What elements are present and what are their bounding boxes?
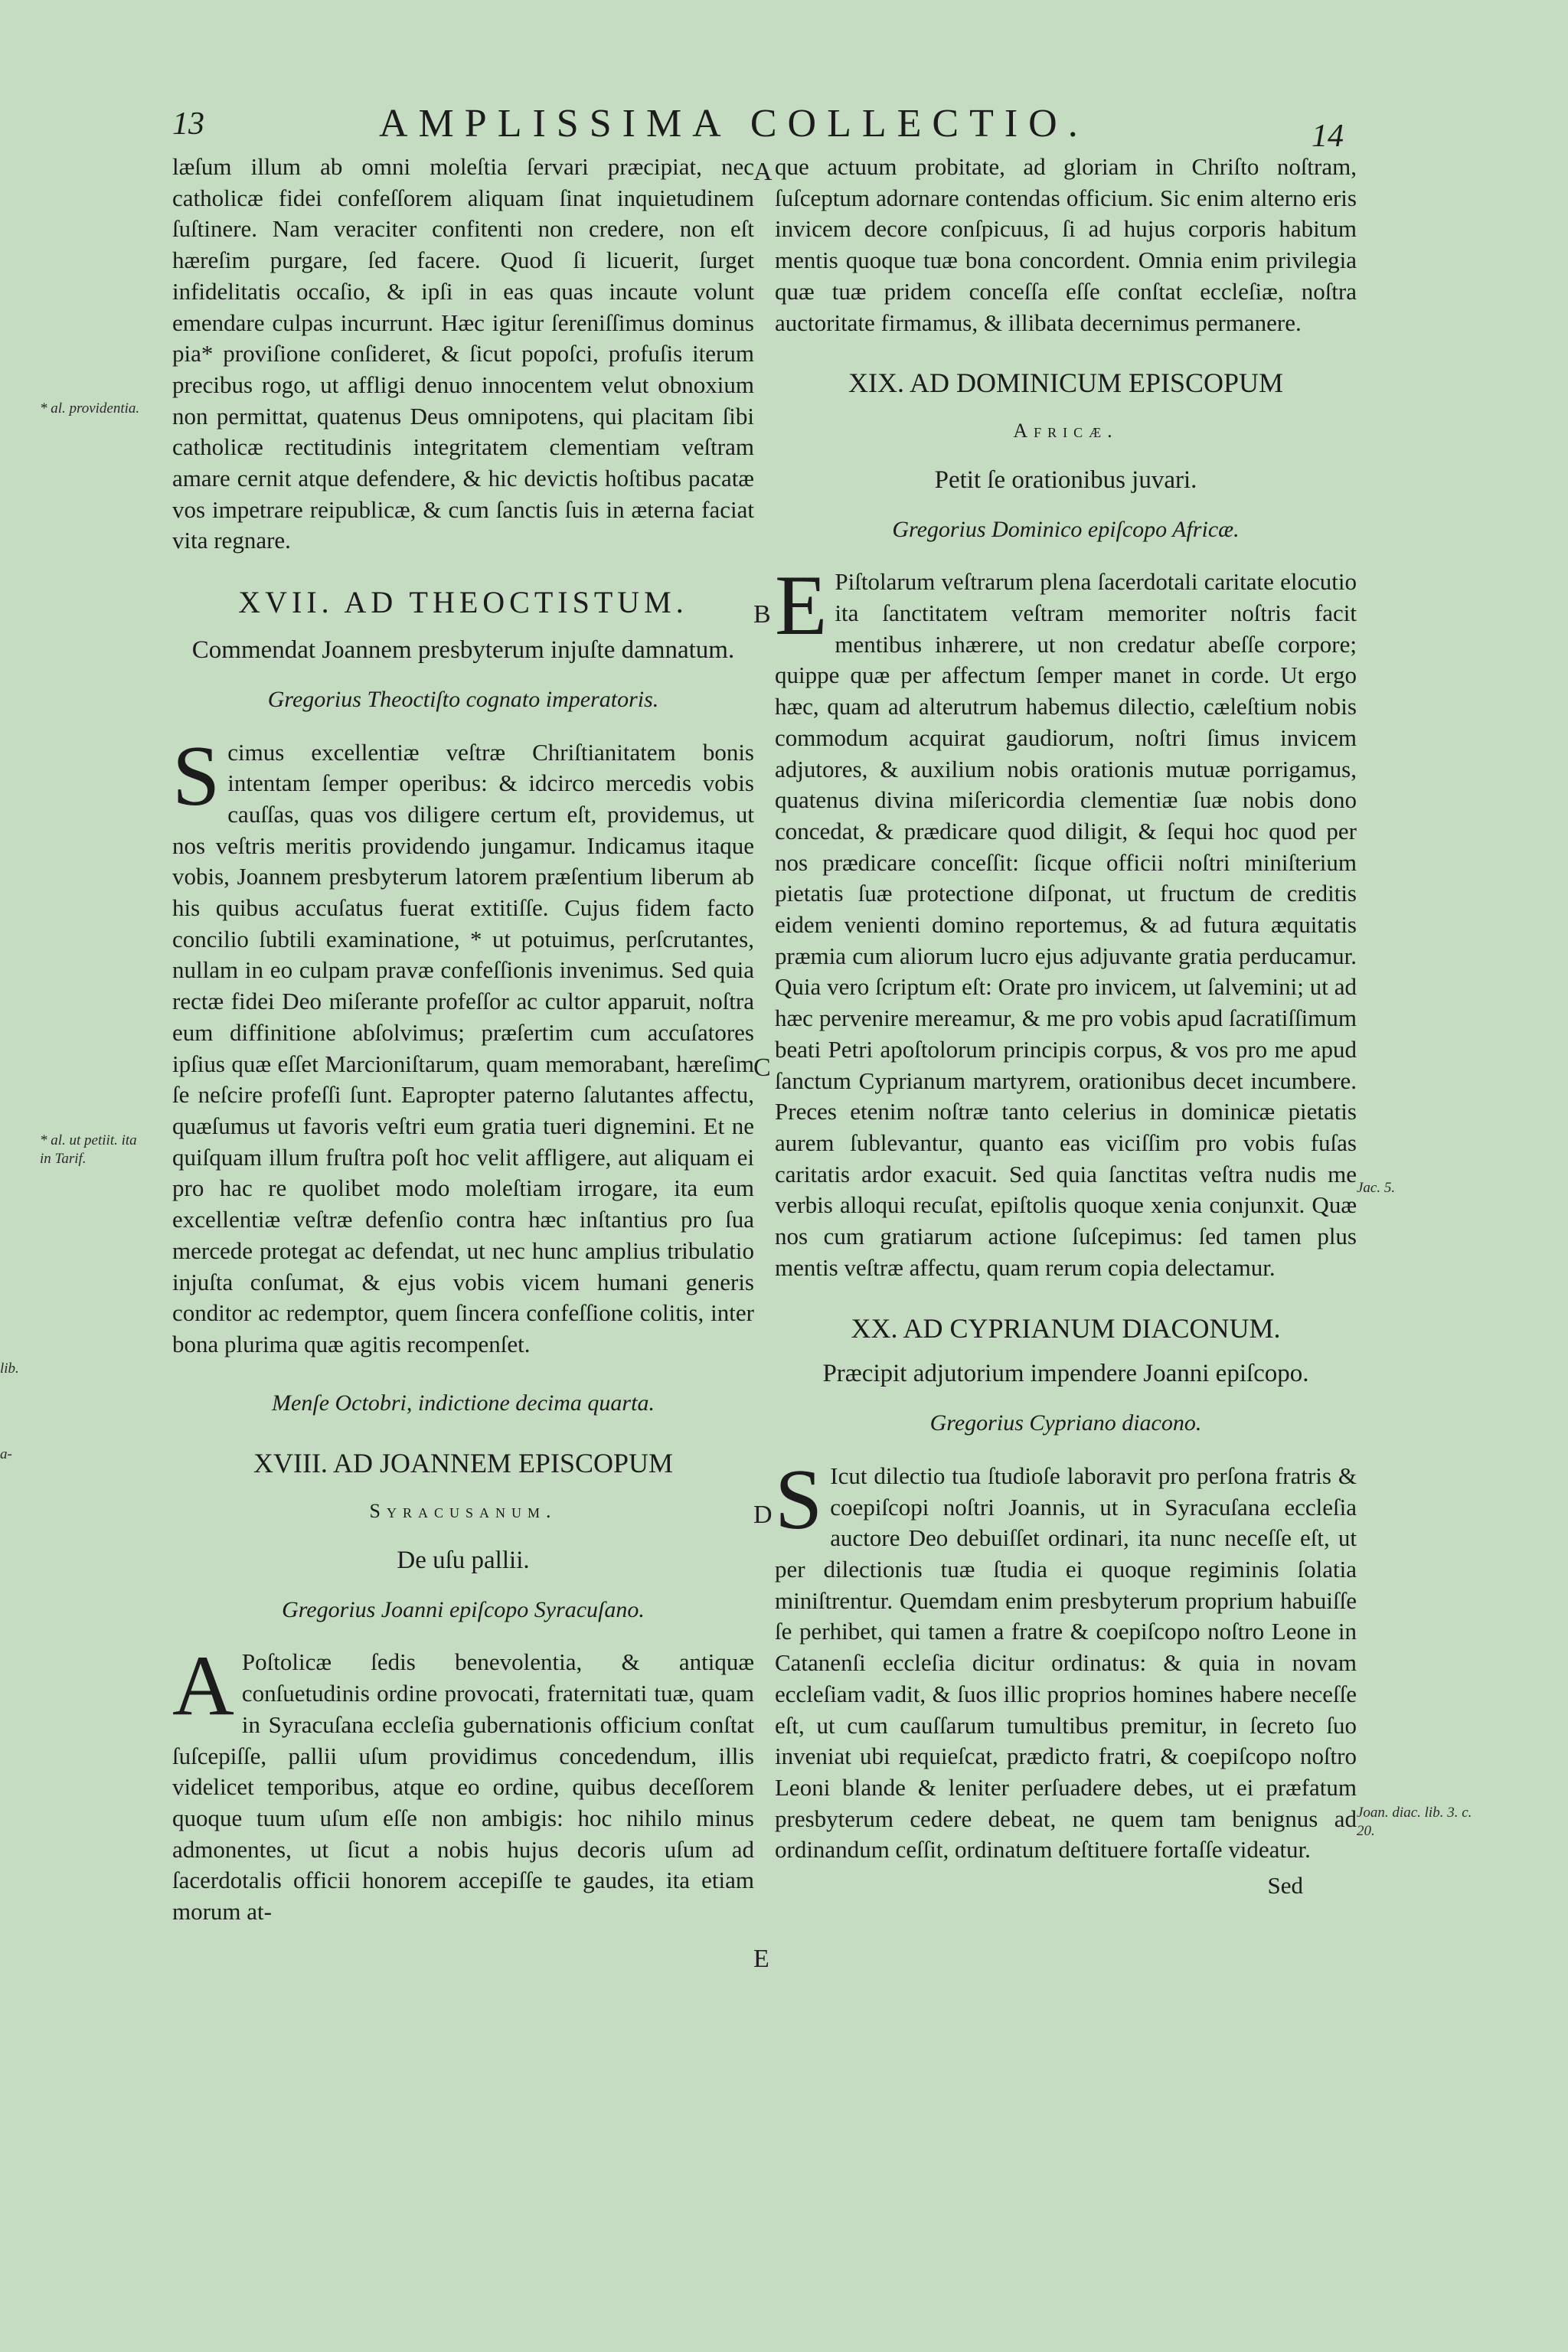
section-letter: D bbox=[753, 1501, 773, 1529]
left-column bbox=[172, 152, 754, 1928]
drop-cap: S bbox=[172, 728, 220, 824]
margin-note: * al. ut petiit. ita in Tarif. bbox=[40, 1132, 137, 1167]
running-header bbox=[172, 90, 1344, 152]
dateline: Menſe Octobri, indictione decima quarta. bbox=[272, 1390, 655, 1416]
page-number-right: 14 bbox=[1312, 119, 1344, 154]
letter-heading: XVIII. AD JOANNEM EPISCOPUM bbox=[253, 1448, 674, 1479]
letter-heading: XVII. AD THEOCTISTUM. bbox=[238, 585, 688, 620]
letter-address: Gregorius Dominico epiſcopo Africæ. bbox=[892, 516, 1240, 542]
section-letter: C bbox=[753, 1054, 771, 1082]
letter-address: Gregorius Cypriano diacono. bbox=[929, 1410, 1202, 1436]
section-letter: E bbox=[753, 1945, 769, 1973]
letter-address: Gregorius Theoctiſto cognato imperatoris. bbox=[267, 686, 659, 712]
letter-body-text: cimus excellentiæ veſtræ Chriſtianitatem bonis intentam ſemper operibus: & idcirco mercedis vobis cauſſas, quas vos diligere certum eſt, providemus, ut nos veſtris meritis providendo jungamur. Indicamus itaque vobis, Joannem presbyterum latorem præſentium liberum ab his quibus accuſatus fuerat extitiſſe. Cujus fidem facto concilio ſubtili examinatione, * ut potuimus, perſcrutantes, nullam in eo culpam pravæ confeſſionis invenimus. Sed quia rectæ fidei Deo miſerante profeſſor ac cultor apparuit, noſtra eum diffinitione abſolvimus; præſertim cum accuſatores ipſius quæ eſſet Marcioniſtarum, quam memorabant, hæreſim ſe neſcire profeſſi ſunt. Eapropter paterno ſalutantes affectu, quæſumus ut favoris veſtri eum gratia tueri dignemini. Et ne quiſquam illum fruſtra poſt hoc velit affligere, aut aliquam ei pro hac re quolibet modo moleſtiam irrogare, ita eum excellentiæ veſtræ defenſio contra hæc inſtantius pro ſua mercede protegat ac defendat, ut nec hunc amplius tribulatio injuſta conſumat, & ejus vobis vicem humani generis conditor ac redemptor, quem ſincera confeſſione colitis, inter bona plurima quæ agitis recompenſet. bbox=[172, 738, 754, 1357]
catchword: Sed bbox=[1267, 1872, 1303, 1900]
margin-note: * al. providentia. bbox=[40, 400, 140, 416]
letter-heading: XIX. AD DOMINICUM EPISCOPUM bbox=[848, 368, 1284, 399]
drop-cap: E bbox=[775, 558, 828, 654]
letter-subheading: Africæ. bbox=[1013, 419, 1119, 442]
letter-body-text: Piſtolarum veſtrarum plena ſacerdotali caritate elocutio ita ſanctitatem veſtram memoriter noſtris facit mentibus inhærere, ut non credatur abeſſe corpore; quippe quæ per affectum ſemper manet in corde. Ut ergo hæc, quam ad alterutrum habemus dilectio, cæleſtium nobis commodum acquirat gaudiorum, noſtri ſimus invicem adjutores, & auxilium nobis orationis mutuæ porrigamus, quatenus divina miſericordia clementiæ ſuæ nobis dono concedat, & prædicare quod diligit, & ſequi hoc quod per nos prædicare conceſſit: ſicque officii noſtri miniſterium pietatis ſuæ protectione diſponat, ut fructum de creditis eidem venienti domino reportemus, & ad futura æquitatis præmia cum aliorum lucro ejus adjuvante gratia perducamur. Quia vero ſcriptum eſt: Orate pro invicem, ut ſalvemini; ut ad hæc pervenire mereamur, & me pro vobis apud ſacratiſſimum beati Petri apoſtolorum principis corpus, & vos pro me apud ſanctum Cyprianum martyrem, orationibus decet incumbere. Preces etenim noſtræ tanto celerius in dominicæ pietatis aurem ſublevantur, quanto eas viciſſim pro vobis fuſas caritatis ardor exacuit. Sed quia ſanctitas veſtra nudis me verbis alloqui recuſat, epiſtolis quoque xenia conjunxit. Quæ nos cum gratiarum actione ſuſcepimus: ſed tamen plus mentis veſtræ affectu, quam rerum copia delectamur. bbox=[775, 568, 1357, 1281]
letter-body bbox=[172, 1638, 754, 1927]
letter-summary: Commendat Joannem presbyterum injuſte damnatum. bbox=[191, 635, 735, 664]
paragraph: que actuum probitate, ad gloriam in Chriſto noſtram, ſuſceptum adornare contendas officium. Sic enim alterno eris invicem decore conſpicuus, ſi ad hujus corporis habitum mentis quoque tuæ bona concordent. Omnia enim privilegia quæ tuæ pridem conceſſa eſſe conſtat eccleſiæ, noſtra auctoritate firmamus, & illibata decernimus permanere. bbox=[775, 153, 1357, 336]
margin-note: Jac. 5. bbox=[1357, 1180, 1396, 1196]
letter-summary: De uſu pallii. bbox=[397, 1546, 530, 1574]
letter-body bbox=[775, 1452, 1357, 1866]
margin-note: a- bbox=[0, 1446, 12, 1462]
letter-body-text: Icut dilectio tua ſtudioſe laboravit pro perſona fratris & coepiſcopi noſtri Joannis, ut in Syracuſana eccleſia auctore Deo debuiſſet ordinari, ita nunc neceſſe eſt, ut per dilectionis tuæ ſtudia ei quoque regiminis ſolatia miniſtrentur. Quemdam enim presbyterum proprium habuiſſe ſe perhibet, qui tamen a fratre & coepiſcopo noſtro Leone in Catanenſi eccleſia dicitur ordinatus: & quia in novam eccleſiam vadit, & ſuos illic proprios homines habere neceſſe eſt, ut cum cauſſarum tumultibus premitur, in ſecreto ſuo inveniat ubi requieſcat, prædicto fratri, & coepiſcopo noſtro Leoni blande & leniter perſuadere debes, ut ei præfatum presbyterum cedere debeat, ne quem tam benignus ad ordinandum ceſſit, ordinatum deſtituere fortaſſe videatur. bbox=[775, 1462, 1357, 1864]
letter-address: Gregorius Joanni epiſcopo Syracuſano. bbox=[282, 1596, 645, 1622]
letter-heading: XX. AD CYPRIANUM DIACONUM. bbox=[851, 1312, 1281, 1344]
letter-summary: Præcipit adjutorium impendere Joanni epiſcopo. bbox=[822, 1360, 1309, 1388]
margin-note: Joan. diac. lib. 3. c. 20. bbox=[1357, 1805, 1472, 1839]
section-letter: A bbox=[753, 158, 773, 186]
margin-note: lib. bbox=[0, 1361, 19, 1377]
page-number-left: 13 bbox=[172, 106, 204, 142]
drop-cap: S bbox=[775, 1452, 823, 1547]
drop-cap: A bbox=[172, 1638, 234, 1734]
running-title: AMPLISSIMA COLLECTIO. bbox=[379, 102, 1089, 145]
paragraph: læſum illum ab omni moleſtia ſervari præcipiat, nec catholicæ fidei confeſſorem aliquam ſinat inquietudinem ſuſtinere. Nam veraciter confitenti non credere, non eſt hæreſim purgare, ſed facere. Quod ſi licuerit, ſurget infidelitatis occaſio, & ipſi in eas quas incaute volunt emendare culpas incurrunt. Hæc igitur ſereniſſimus dominus pia* proviſione conſideret, & ſicut popoſci, profuſis iterum precibus rogo, ut affligi denuo innocentem velut obnoxium non permittat, quatenus Deus omnipotens, qui placitam ſibi catholicæ rectitudinis integritatem clementiam veſtram amare cernit atque defendere, & hic devictis hoſtibus pacatæ vos impetrare reipublicæ, & cum ſanctis ſuis in æterna faciat vita regnare. bbox=[172, 153, 754, 554]
letter-body bbox=[172, 728, 754, 1361]
letter-body bbox=[775, 558, 1357, 1283]
letter-subheading: Syracusanum. bbox=[369, 1500, 557, 1523]
section-letter: B bbox=[753, 600, 771, 629]
letter-body-text: Poſtolicæ ſedis benevolentia, & antiquæ conſuetudinis ordine provocati, fraternitati tuæ, quam in Syracuſana eccleſia gubernationis officium conſtat ſuſcepiſſe, pallii uſum providimus concedendum, illis videlicet temporibus, atque eo ordine, quibus deceſſorem quoque tuum uſum eſſe non ambigis: hoc nihilo minus admonentes, ut ſicut a nobis hujus decoris uſum ad ſacerdotalis officii honorem accepiſſe te gaudes, ita etiam morum at- bbox=[172, 1648, 754, 1926]
letter-summary: Petit ſe orationibus juvari. bbox=[934, 466, 1197, 494]
right-column bbox=[775, 152, 1357, 1902]
